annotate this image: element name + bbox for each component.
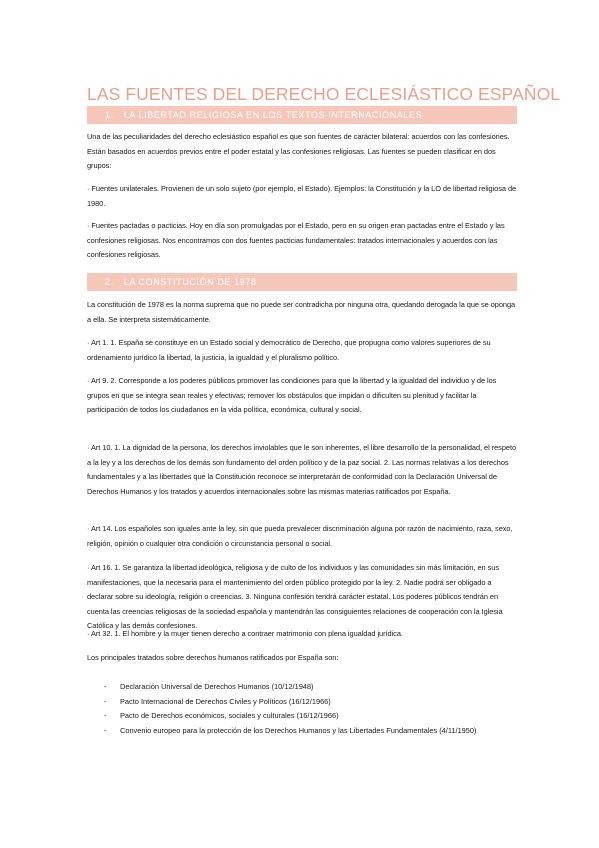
list-item-text: Pacto de Derechos económicos, sociales y culturales (16/12/1966) xyxy=(120,711,339,721)
section-number: 2. xyxy=(105,277,114,287)
paragraph: · Art 32. 1. El hombre y la mujer tienen derecho a contraer matrimonio con plena igualdad jurídica. xyxy=(87,629,403,638)
page-title: LAS FUENTES DEL DERECHO ECLESIÁSTICO ESPAÑOL xyxy=(87,83,561,104)
section-number: 1. xyxy=(105,110,114,120)
list-dash: - xyxy=(104,725,107,735)
list-dash: - xyxy=(104,682,107,691)
list-item-text: Declaración Universal de Derechos Humanos (10/12/1948) xyxy=(120,682,314,691)
list-item xyxy=(87,695,517,710)
paragraph: La constitución de 1978 es la norma suprema que no puede ser contradicha por ninguna otra, quedando derogada la que se oponga a ella. Se interpreta sistemáticamente. xyxy=(87,300,516,324)
paragraph: · Art 1. 1. España se constituye en un Estado social y democrático de Derecho, que propugna como valores superiores de su ordenamiento jurídico la libertad, la justicia, la igualdad y el pluralismo político. xyxy=(87,338,491,362)
list-item xyxy=(87,680,517,695)
list-dash: - xyxy=(104,696,107,706)
list-item xyxy=(87,724,517,739)
list-item-text: Pacto Internacional de Derechos Civiles y Políticos (16/12/1966) xyxy=(120,696,331,706)
paragraph: · Art 9. 2. Corresponde a los poderes públicos promover las condiciones para que la libertad y la igualdad del individuo y de los grupos en que se integra sean reales y efectivas; remover los obstáculos que impidan o dificulten su plenitud y facilitar la participación de todos los ciudadanos en la vida política, económica, cultural y social. xyxy=(87,376,497,415)
list-item xyxy=(87,709,517,724)
section-heading-2 xyxy=(87,273,517,291)
list-dash: - xyxy=(104,711,107,721)
treaty-list xyxy=(87,680,517,738)
list-item-text: Convenio europeo para la protección de los Derechos Humanos y las Libertades Fundamentales (4/11/1950) xyxy=(120,725,477,735)
paragraph: Los principales tratados sobre derechos humanos ratificados por España son: xyxy=(87,653,339,662)
section-title: LA LIBERTAD RELIGIOSA EN LOS TEXTOS INTERNACIONALES xyxy=(123,110,423,120)
section-title: LA CONSTITUCIÓN DE 1978 xyxy=(123,277,257,287)
paragraph: Una de las peculiaridades del derecho eclesiástico español es que son fuentes de carácter bilateral: acuerdos con las confesiones. Están basados en acuerdos previos entre el poder estatal y las confesiones religiosas. Las fuentes se pueden clasificar en dos grupos: xyxy=(87,132,510,171)
paragraph: · Art 16. 1. Se garantiza la libertad ideológica, religiosa y de culto de los individuos y las comunidades sin más limitación, en sus manifestaciones, que la necesaria para el mantenimiento del orden público protegido por la ley. 2. Nadie podrá ser obligado a declarar sobre su ideología, religión o creencias. 3. Ninguna confesión tendrá carácter estatal. Los poderes públicos tendrán en cuenta las creencias religiosas de la sociedad española y mantendrán las consiguientes relaciones de cooperación con la Iglesia Católica y las demás confesiones. xyxy=(87,563,503,631)
paragraph: · Art 14. Los españoles son iguales ante la ley, sin que pueda prevalecer discriminación alguna por razón de nacimiento, raza, sexo, religión, opinión o cualquier otra condición o circunstancia personal o social. xyxy=(87,524,513,548)
section-heading-1 xyxy=(87,106,517,124)
paragraph: · Fuentes unilaterales. Provienen de un solo sujeto (por ejemplo, el Estado). Ejemplos: la Constitución y la LO de libertad religiosa de 1980. xyxy=(87,184,517,208)
paragraph: · Art 10. 1. La dignidad de la persona, los derechos inviolables que le son inherentes, el libre desarrollo de la personalidad, el respeto a la ley y a los derechos de los demás son fundamento del orden político y de la paz social. 2. Las normas relativas a los derechos fundamentales y a las libertades que la Constitución reconoce se interpretarán de conformidad con la Declaración Universal de Derechos Humanos y los tratados y acuerdos internacionales sobre las mismas materias ratificados por España. xyxy=(87,443,517,496)
paragraph: · Fuentes pactadas o pacticias. Hoy en día son promulgadas por el Estado, pero en su origen eran pactadas entre el Estado y las confesiones religiosas. Nos encontramos con dos fuentes pacticias fundamentales: tratados internacionales y acuerdos con las confesiones religiosas. xyxy=(87,221,505,260)
